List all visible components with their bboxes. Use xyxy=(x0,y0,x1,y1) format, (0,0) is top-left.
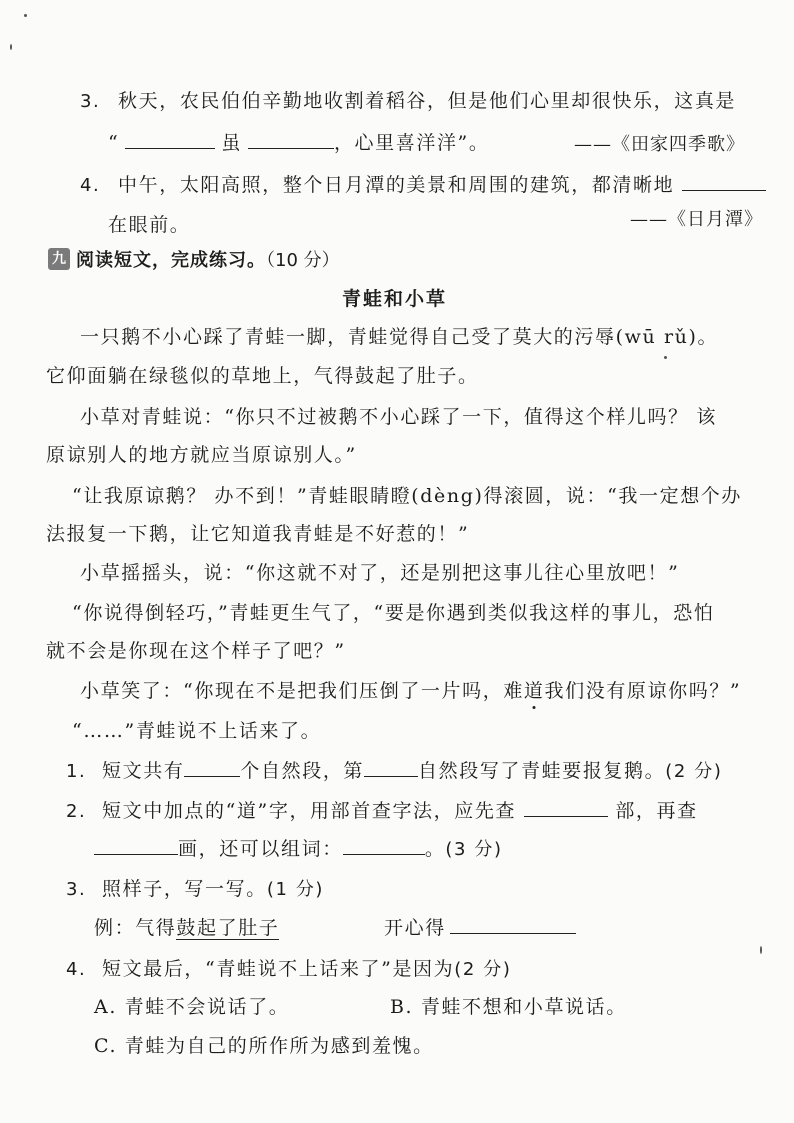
section-title: 阅读短文，完成练习。 xyxy=(76,250,266,271)
exercise-1-number: 1. xyxy=(66,761,87,782)
exercise-1-blank-2[interactable] xyxy=(364,760,418,777)
exercise-1-text-a: 短文共有 xyxy=(102,760,185,782)
q3-number: 3. xyxy=(80,91,101,112)
scan-speck xyxy=(760,946,762,954)
q3-end: ，心里喜洋洋”。 xyxy=(333,132,490,154)
story-title: 青蛙和小草 xyxy=(342,288,448,310)
section-9-heading xyxy=(48,246,340,272)
q3-source: ——《田家四季歌》 xyxy=(574,134,745,155)
exercise-2-text-d: 。 xyxy=(424,838,446,860)
exercise-2-blank-radical[interactable] xyxy=(524,800,608,817)
exercise-3-number: 3. xyxy=(66,879,87,900)
exercise-1-score: (2 分) xyxy=(665,761,723,782)
option-c[interactable]: C. 青蛙为自己的所作所为感到羞愧。 xyxy=(94,1035,434,1057)
example-underlined: 鼓起了肚子 xyxy=(176,917,280,939)
story-p3-line2: 法报复一下鹅，让它知道我青蛙是不好惹的！” xyxy=(46,523,470,545)
exercise-2-text-a: 短文中加点的“道”字，用部首查字法，应先查 xyxy=(102,800,517,822)
exercise-3-blank[interactable] xyxy=(450,917,576,934)
q4-line1 xyxy=(80,170,766,197)
q3-blank-2[interactable] xyxy=(248,132,334,149)
q3-open-quote: “ xyxy=(108,132,120,154)
exercise-4 xyxy=(66,954,511,981)
exercise-3-example xyxy=(94,913,279,940)
exercise-1-blank-1[interactable] xyxy=(184,760,240,777)
section-score: （10 分） xyxy=(266,250,340,271)
story-p5-line2: 就不会是你现在这个样子了吧？” xyxy=(46,640,346,662)
exercise-4-score: (2 分) xyxy=(454,959,512,980)
exercise-2-text-c: 画，还可以组词： xyxy=(178,838,343,860)
exercise-1 xyxy=(66,756,722,783)
emphasis-dot xyxy=(533,706,536,709)
scan-speck xyxy=(24,14,27,17)
exercise-4-number: 4. xyxy=(66,959,87,980)
exercise-4-text: 短文最后，“青蛙说不上话来了”是因为 xyxy=(102,958,455,980)
exercise-2-blank-word[interactable] xyxy=(343,838,425,855)
option-b[interactable]: B. 青蛙不想和小草说话。 xyxy=(390,996,627,1018)
section-number-badge: 九 xyxy=(48,248,70,270)
story-p7-line1: “……”青蛙说不上话来了。 xyxy=(72,720,322,742)
exercise-3-score: (1 分) xyxy=(266,879,325,900)
exercise-2-line1 xyxy=(66,796,698,823)
q3-blank-1[interactable] xyxy=(125,132,215,149)
story-p1-line1: 一只鹅不小心踩了青蛙一脚，青蛙觉得自己受了莫大的污辱(wū rǔ)。 xyxy=(80,326,719,348)
exercise-2-blank-strokes[interactable] xyxy=(94,838,178,855)
exercise-3-fill xyxy=(384,913,576,940)
story-p2-line2: 原谅别人的地方就应当原谅别人。” xyxy=(46,444,357,466)
q4-text: 中午，太阳高照，整个日月潭的美景和周围的建筑，都清晰地 xyxy=(118,174,675,196)
q4-source: ——《日月潭》 xyxy=(630,209,763,230)
exercise-1-text-c: 自然段写了青蛙要报复鹅。 xyxy=(418,760,666,782)
exercise-1-text-b: 个自然段，第 xyxy=(240,760,365,782)
exercise-2-score: (3 分) xyxy=(445,839,503,860)
story-p5-line1: “你说得倒轻巧，”青蛙更生气了，“要是你遇到类似我这样的事儿，恐怕 xyxy=(72,602,715,624)
story-p6-pre: 小草笑了：“你现在不是把我们压倒了一片吗，难 xyxy=(80,680,524,702)
fill-label: 开心得 xyxy=(384,917,446,939)
exercise-2-number: 2. xyxy=(66,801,87,822)
q3-line1 xyxy=(80,86,736,113)
q4-text-line2: 在眼前。 xyxy=(108,214,191,236)
exercise-3-text: 照样子，写一写。 xyxy=(102,878,267,900)
dotted-char-text: 道 xyxy=(523,680,545,702)
scan-speck xyxy=(10,44,12,50)
story-p3-line1: “让我原谅鹅？ 办不到！”青蛙眼睛瞪(dèng)得滚圆，说：“我一定想个办 xyxy=(72,485,743,507)
exercise-2-line2 xyxy=(94,834,503,861)
story-p6-post: 我们没有原谅你吗？” xyxy=(544,680,742,702)
exercise-3 xyxy=(66,874,324,901)
q3-line2 xyxy=(108,128,489,155)
story-p4-line1: 小草摇摇头，说：“你这就不对了，还是别把这事儿往心里放吧！” xyxy=(80,562,680,584)
story-p6-line1 xyxy=(80,676,741,703)
option-a[interactable]: A. 青蛙不会说话了。 xyxy=(94,996,290,1018)
exercise-2-text-b: 部，再查 xyxy=(615,800,698,822)
dotted-char-dao xyxy=(524,680,545,702)
q3-mid: 虽 xyxy=(221,132,242,154)
scan-speck xyxy=(664,356,667,359)
q4-number: 4. xyxy=(80,175,101,196)
q3-text: 秋天，农民伯伯辛勤地收割着稻谷，但是他们心里却很快乐，这真是 xyxy=(118,90,737,112)
example-label: 例：气得 xyxy=(94,917,177,939)
story-p1-line2: 它仰面躺在绿毯似的草地上，气得鼓起了肚子。 xyxy=(46,365,479,387)
story-p2-line1: 小草对青蛙说：“你只不过被鹅不小心踩了一下，值得这个样儿吗？ 该 xyxy=(80,406,717,428)
q4-blank[interactable] xyxy=(682,174,766,191)
